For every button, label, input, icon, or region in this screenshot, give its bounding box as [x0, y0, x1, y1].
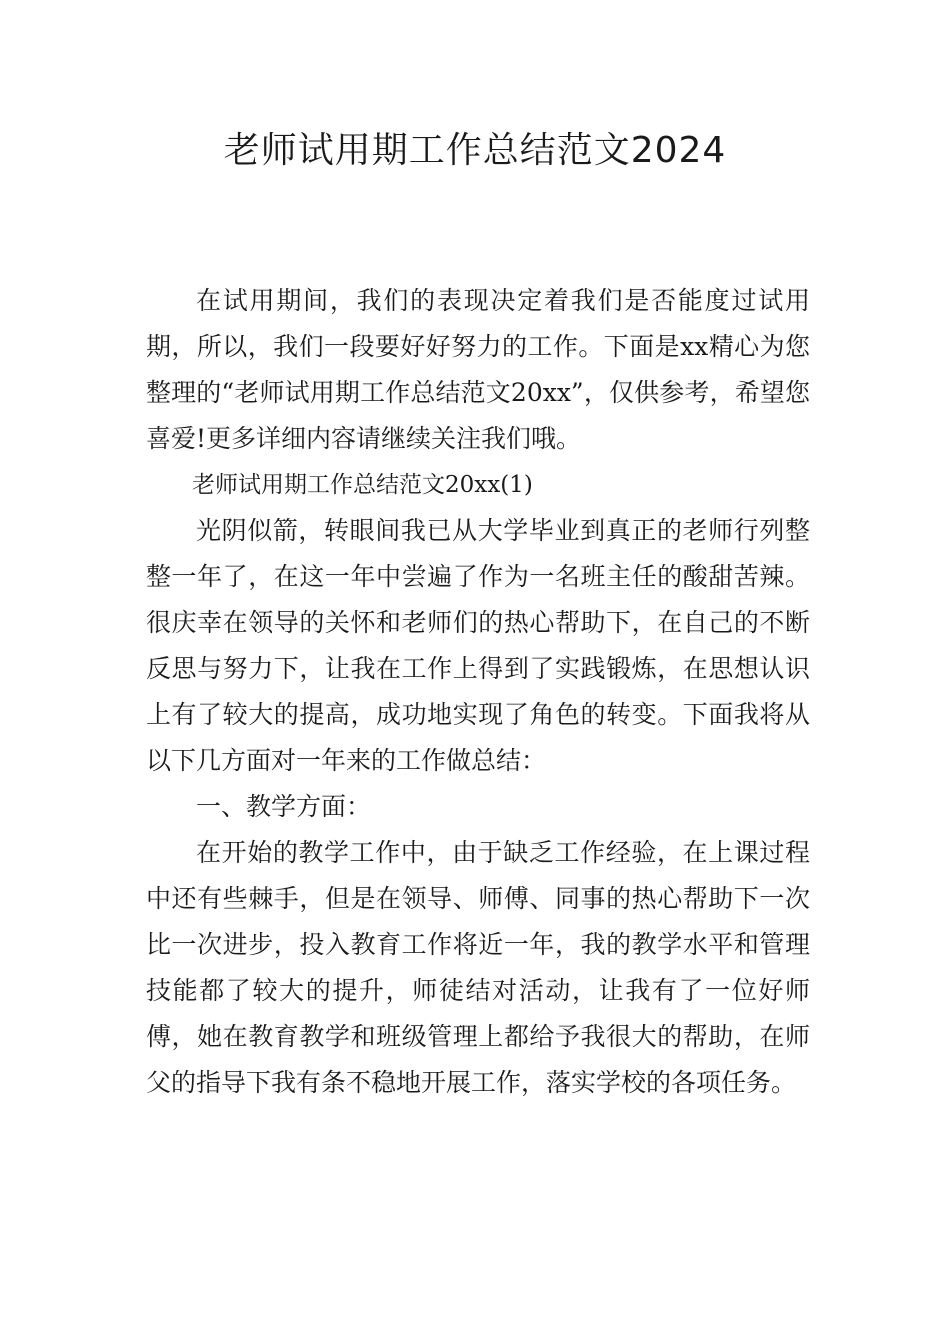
- section-heading: 老师试用期工作总结范文20xx(1): [192, 472, 533, 498]
- subsection-heading: 一、教学方面：: [196, 792, 372, 821]
- document-body: [146, 278, 810, 1106]
- document-title: 老师试用期工作总结范文2024: [223, 130, 727, 171]
- intro-paragraph: 在试用期间，我们的表现决定着我们是否能度过试用期，所以，我们一段要好好努力的工作。下面是xx精心为您整理的“老师试用期工作总结范文20xx”，仅供参考，希望您喜爱!更多详细内容请继续关注我们哦。: [146, 286, 810, 453]
- body-paragraph: 在开始的教学工作中，由于缺乏工作经验，在上课过程中还有些棘手，但是在领导、师傅、同事的热心帮助下一次比一次进步，投入教育工作将近一年，我的教学水平和管理技能都了较大的提升，师徒结对活动，让我有了一位好师傅，她在教育教学和班级管理上都给予我很大的帮助，在师父的指导下我有条不稳地开展工作，落实学校的各项任务。: [146, 838, 810, 1097]
- body-paragraph: 光阴似箭，转眼间我已从大学毕业到真正的老师行列整整一年了，在这一年中尝遍了作为一名班主任的酸甜苦辣。很庆幸在领导的关怀和老师们的热心帮助下，在自己的不断反思与努力下，让我在工作上得到了实践锻炼，在思想认识上有了较大的提高，成功地实现了角色的转变。下面我将从以下几方面对一年来的工作做总结：: [146, 516, 810, 775]
